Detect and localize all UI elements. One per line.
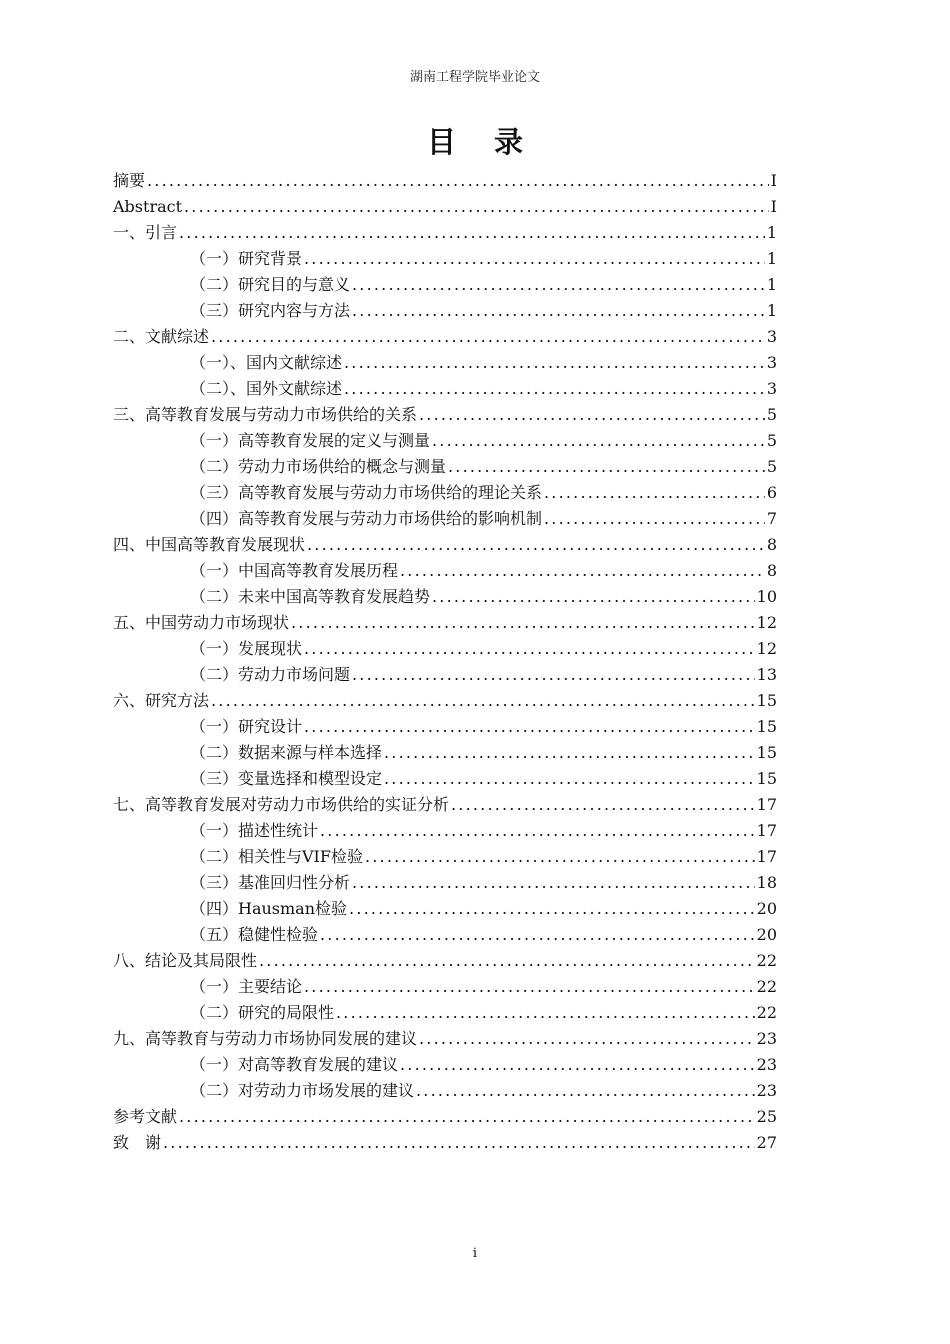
toc-leader-dots	[448, 454, 765, 480]
toc-leader-dots	[419, 1026, 755, 1052]
toc-entry[interactable]	[113, 844, 777, 870]
toc-entry[interactable]	[113, 1130, 777, 1156]
toc-title: 目 录	[426, 125, 538, 159]
toc-leader-dots	[211, 324, 765, 350]
toc-entry[interactable]	[113, 168, 777, 194]
toc-leader-dots	[419, 402, 765, 428]
toc-leader-dots	[432, 584, 755, 610]
toc-entry-page: 20	[756, 899, 777, 918]
page-number: i	[472, 1246, 478, 1261]
toc-entry-label: （二）研究的局限性	[190, 1003, 335, 1022]
toc-entry[interactable]	[113, 454, 777, 480]
toc-entry-page: 23	[756, 1029, 777, 1048]
toc-entry[interactable]	[113, 1000, 777, 1026]
toc-leader-dots	[179, 1104, 755, 1130]
toc-entry-label: （一）主要结论	[190, 977, 303, 996]
toc-leader-dots	[163, 1130, 755, 1156]
toc-entry[interactable]	[113, 402, 777, 428]
toc-entry[interactable]	[113, 272, 777, 298]
toc-entry-page: 25	[756, 1107, 777, 1126]
toc-entry-page: 17	[756, 795, 777, 814]
toc-entry[interactable]	[113, 662, 777, 688]
toc-entry[interactable]	[113, 896, 777, 922]
toc-entry[interactable]	[113, 506, 777, 532]
toc-entry-page: 7	[766, 509, 777, 528]
toc-entry-label: （二）劳动力市场问题	[190, 665, 351, 684]
toc-entry-page: 1	[766, 275, 777, 294]
toc-entry-label: 七、高等教育发展对劳动力市场供给的实证分析	[113, 795, 450, 814]
toc-entry-label: 五、中国劳动力市场现状	[113, 613, 290, 632]
toc-entry[interactable]	[113, 584, 777, 610]
toc-leader-dots	[320, 922, 755, 948]
toc-entry[interactable]	[113, 480, 777, 506]
toc-leader-dots	[352, 272, 765, 298]
toc-entry-page: 3	[766, 353, 777, 372]
toc-leader-dots	[451, 792, 755, 818]
toc-entry-label: （二）数据来源与样本选择	[190, 743, 383, 762]
toc-entry-label: Abstract	[113, 197, 183, 216]
toc-entry-page: 5	[766, 431, 777, 450]
toc-entry-label: （三）基准回归性分析	[190, 873, 351, 892]
toc-entry-label: （二）研究目的与意义	[190, 275, 351, 294]
toc-entry-label: （四）高等教育发展与劳动力市场供给的影响机制	[190, 509, 543, 528]
toc-entry-page: 15	[756, 691, 777, 710]
toc-leader-dots	[304, 246, 765, 272]
toc-entry[interactable]	[113, 324, 777, 350]
toc-entry-page: 15	[756, 743, 777, 762]
toc-entry-page: 8	[766, 535, 777, 554]
toc-leader-dots	[544, 506, 765, 532]
toc-entry-label: （二）对劳动力市场发展的建议	[190, 1081, 415, 1100]
toc-entry[interactable]	[113, 220, 777, 246]
toc-entry-page: 17	[756, 821, 777, 840]
toc-entry-page: I	[770, 171, 777, 190]
toc-entry-label: （一）中国高等教育发展历程	[190, 561, 399, 580]
toc-entry-page: 1	[766, 249, 777, 268]
toc-entry-page: 23	[756, 1081, 777, 1100]
toc-entry-label: 一、引言	[113, 223, 178, 242]
toc-entry[interactable]	[113, 1078, 777, 1104]
toc-entry-label: （一）研究背景	[190, 249, 303, 268]
toc-entry-label: 致 谢	[113, 1133, 162, 1152]
toc-leader-dots	[184, 194, 769, 220]
toc-entry[interactable]	[113, 246, 777, 272]
toc-leader-dots	[344, 376, 765, 402]
toc-entry-label: （四）Hausman检验	[190, 899, 348, 918]
toc-entry-label: 三、高等教育发展与劳动力市场供给的关系	[113, 405, 418, 424]
toc-entry[interactable]	[113, 298, 777, 324]
toc-entry-label: 参考文献	[113, 1107, 178, 1126]
toc-leader-dots	[432, 428, 765, 454]
toc-entry-label: （一）研究设计	[190, 717, 303, 736]
toc-entry-label: （五）稳健性检验	[190, 925, 319, 944]
toc-entry-page: 8	[766, 561, 777, 580]
toc-entry-page: 20	[756, 925, 777, 944]
toc-entry[interactable]	[113, 922, 777, 948]
toc-entry[interactable]	[113, 532, 777, 558]
toc-leader-dots	[336, 1000, 755, 1026]
toc-leader-dots	[349, 896, 755, 922]
toc-leader-dots	[211, 688, 755, 714]
toc-entry[interactable]	[113, 1104, 777, 1130]
toc-leader-dots	[400, 558, 765, 584]
toc-entry[interactable]	[113, 636, 777, 662]
toc-entry[interactable]	[113, 350, 777, 376]
toc-entry-page: I	[770, 197, 777, 216]
toc-leader-dots	[352, 662, 755, 688]
toc-entry[interactable]	[113, 610, 777, 636]
toc-entry-label: （一）高等教育发展的定义与测量	[190, 431, 431, 450]
toc-leader-dots	[352, 870, 755, 896]
toc-entry-label: 四、中国高等教育发展现状	[113, 535, 306, 554]
toc-entry-label: 八、结论及其局限性	[113, 951, 258, 970]
toc-entry-page: 12	[756, 613, 777, 632]
toc-entry[interactable]	[113, 1026, 777, 1052]
toc-leader-dots	[291, 610, 755, 636]
toc-leader-dots	[384, 740, 755, 766]
toc-entry-page: 3	[766, 379, 777, 398]
toc-entry-page: 10	[756, 587, 777, 606]
toc-entry-label: （一）、国内文献综述	[190, 353, 343, 372]
toc-entry[interactable]	[113, 948, 777, 974]
toc-leader-dots	[320, 818, 755, 844]
toc-leader-dots	[304, 636, 755, 662]
toc-entry-page: 22	[756, 951, 777, 970]
toc-entry-label: （一）发展现状	[190, 639, 303, 658]
toc-leader-dots	[304, 714, 755, 740]
toc-entry-label: 二、文献综述	[113, 327, 210, 346]
toc-entry-label: （二）未来中国高等教育发展趋势	[190, 587, 431, 606]
toc-leader-dots	[365, 844, 755, 870]
toc-entry-page: 13	[756, 665, 777, 684]
toc-entry-page: 27	[756, 1133, 777, 1152]
toc-entry-label: 摘要	[113, 171, 146, 190]
toc-entry[interactable]	[113, 194, 777, 220]
toc-entry-label: （一）对高等教育发展的建议	[190, 1055, 399, 1074]
toc-entry[interactable]	[113, 974, 777, 1000]
toc-entry-page: 1	[766, 301, 777, 320]
toc-entry[interactable]	[113, 714, 777, 740]
toc-leader-dots	[344, 350, 765, 376]
toc-entry-page: 1	[766, 223, 777, 242]
toc-entry-page: 5	[766, 405, 777, 424]
toc-entry[interactable]	[113, 792, 777, 818]
toc-entry[interactable]	[113, 428, 777, 454]
toc-entry-page: 22	[756, 1003, 777, 1022]
toc-entry-label: （三）高等教育发展与劳动力市场供给的理论关系	[190, 483, 543, 502]
toc-entry-label: 九、高等教育与劳动力市场协同发展的建议	[113, 1029, 418, 1048]
toc-entry-page: 22	[756, 977, 777, 996]
toc-leader-dots	[307, 532, 765, 558]
toc-leader-dots	[259, 948, 755, 974]
toc-leader-dots	[416, 1078, 755, 1104]
toc-entry-label: （二）劳动力市场供给的概念与测量	[190, 457, 447, 476]
toc-entry-label: 六、研究方法	[113, 691, 210, 710]
toc-entry-label: （一）描述性统计	[190, 821, 319, 840]
toc-entry-page: 23	[756, 1055, 777, 1074]
toc-entry-label: （三）研究内容与方法	[190, 301, 351, 320]
toc-leader-dots	[400, 1052, 755, 1078]
toc-leader-dots	[147, 168, 769, 194]
toc-entry[interactable]	[113, 870, 777, 896]
toc-entry-label: （二）相关性与VIF检验	[190, 847, 363, 866]
toc-entry-page: 15	[756, 717, 777, 736]
running-header: 湖南工程学院毕业论文	[409, 70, 540, 85]
toc-leader-dots	[179, 220, 765, 246]
toc-leader-dots	[384, 766, 755, 792]
toc-leader-dots	[304, 974, 755, 1000]
toc-entry-page: 18	[756, 873, 777, 892]
toc-entry[interactable]	[113, 688, 777, 714]
toc-entry[interactable]	[113, 558, 777, 584]
toc-entry[interactable]	[113, 818, 777, 844]
table-of-contents	[113, 168, 777, 1156]
toc-entry-label: （二）、国外文献综述	[190, 379, 343, 398]
toc-entry[interactable]	[113, 740, 777, 766]
toc-entry-page: 3	[766, 327, 777, 346]
toc-entry[interactable]	[113, 376, 777, 402]
toc-entry-page: 12	[756, 639, 777, 658]
toc-entry[interactable]	[113, 1052, 777, 1078]
toc-entry-label: （三）变量选择和模型设定	[190, 769, 383, 788]
toc-entry-page: 5	[766, 457, 777, 476]
toc-entry[interactable]	[113, 766, 777, 792]
toc-entry-page: 17	[756, 847, 777, 866]
toc-leader-dots	[544, 480, 765, 506]
toc-entry-page: 6	[766, 483, 777, 502]
toc-leader-dots	[352, 298, 765, 324]
toc-entry-page: 15	[756, 769, 777, 788]
